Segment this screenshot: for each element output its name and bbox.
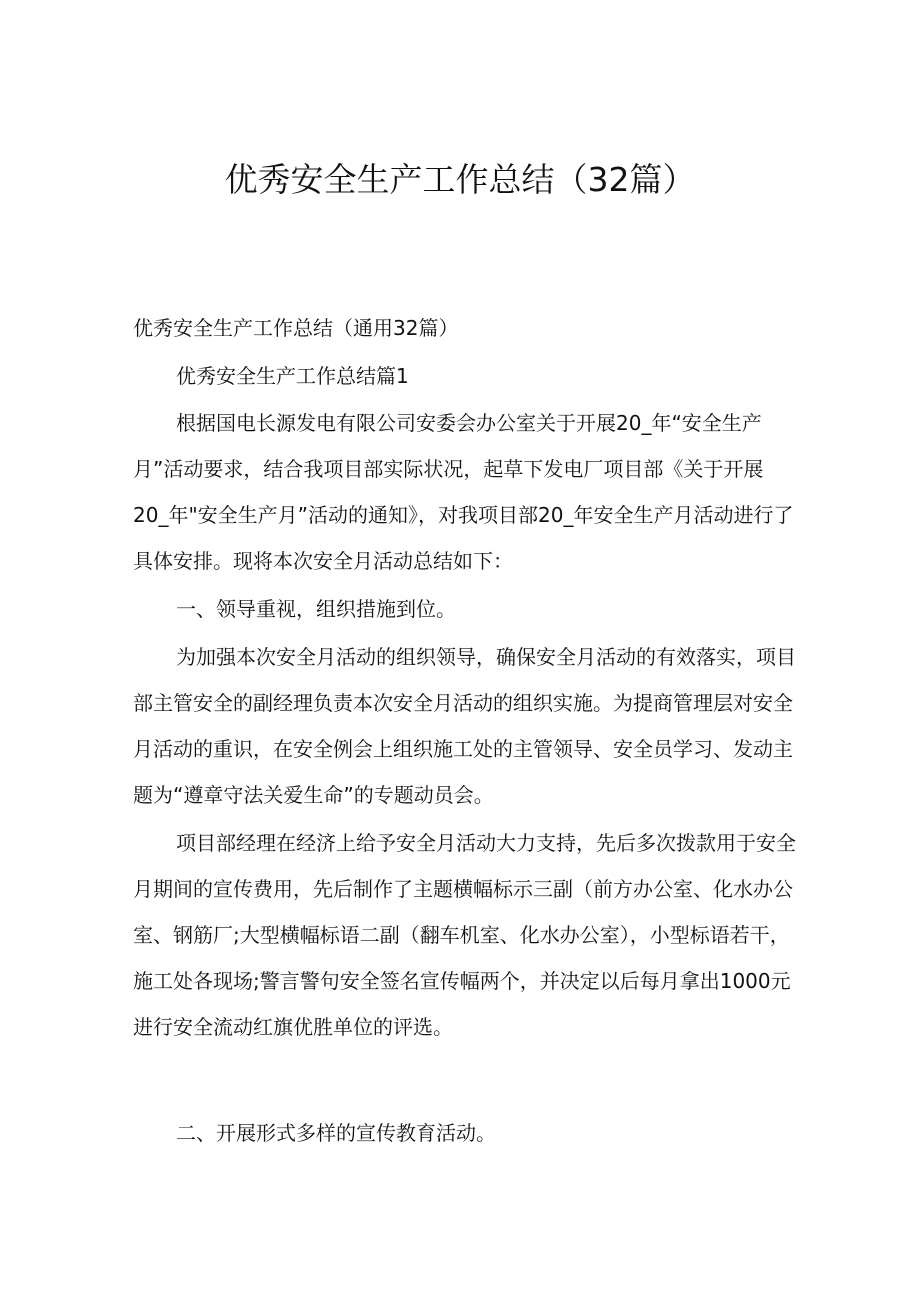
- document-title: 优秀安全生产工作总结（32篇）: [224, 160, 696, 199]
- paragraph-intro: 根据国电长源发电有限公司安委会办公室关于开展20_年“安全生产月”活动要求，结合我项目部实际状况，起草下发电厂项目部《关于开展20_年"安全生产月”活动的通知》，对我项目部20_年安全生产月活动进行了具体安排。现将本次安全月活动总结如下：: [133, 411, 794, 573]
- paragraph-organization: 为加强本次安全月活动的组织领导，确保安全月活动的有效落实，项目部主管安全的副经理负责本次安全月活动的组织实施。为提商管理层对安全月活动的重识，在安全例会上组织施工处的主管领导、安全员学习、发动主题为“遵章守法关爱生命”的专题动员会。: [133, 645, 796, 807]
- section-heading-two: 二、开展形式多样的宣传教育活动。: [176, 1121, 496, 1145]
- paragraph-funding: 项目部经理在经济上给予安全月活动大力支持，先后多次拨款用于安全月期间的宣传费用，先后制作了主题横幅标示三副（前方办公室、化水办公室、钢筋厂;大型横幅标语二副（翻车机室、化水办公室），小型标语若干，施工处各现场;警言警句安全签名宣传幅两个，并决定以后每月拿出1000元进行安全流动红旗优胜单位的评选。: [133, 831, 796, 1039]
- chapter-heading: 优秀安全生产工作总结篇1: [176, 364, 409, 388]
- document-subtitle: 优秀安全生产工作总结（通用32篇）: [133, 316, 459, 340]
- section-heading-one: 一、领导重视，组织措施到位。: [176, 597, 456, 621]
